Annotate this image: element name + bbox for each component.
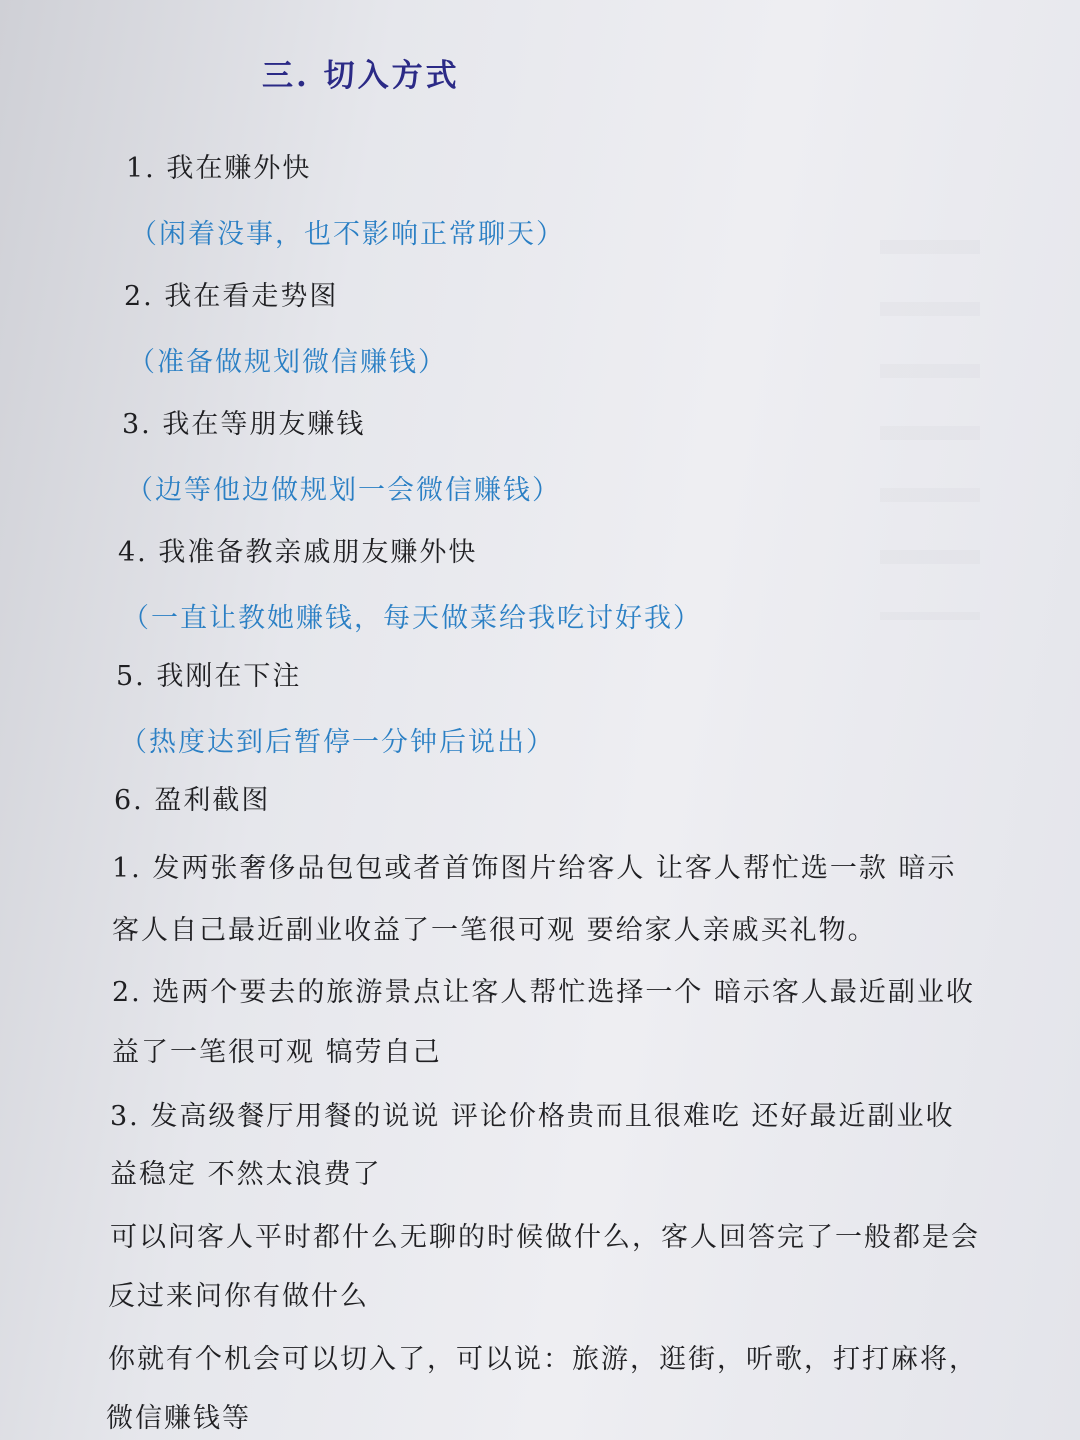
sub-item-2-line-1: 2. 选两个要去的旅游景点让客人帮忙选择一个 暗示客人最近副业收 <box>112 977 975 1008</box>
item-1-note: （闲着没事，也不影响正常聊天） <box>130 219 565 250</box>
item-3-label: 3. 我在等朋友赚钱 <box>122 409 366 440</box>
item-4-label: 4. 我准备教亲戚朋友赚外快 <box>118 537 478 568</box>
item-5-note: （热度达到后暂停一分钟后说出） <box>120 727 555 758</box>
closing-line-2: 反过来问你有做什么 <box>108 1281 369 1312</box>
sub-item-3-line-1: 3. 发高级餐厅用餐的说说 评论价格贵而且很难吃 还好最近副业收 <box>110 1101 955 1132</box>
bleed-through-shadow <box>880 240 980 620</box>
item-2-label: 2. 我在看走势图 <box>124 281 339 312</box>
closing-line-4: 微信赚钱等 <box>106 1403 251 1434</box>
section-6-heading: 6. 盈利截图 <box>114 785 271 816</box>
sub-item-1-line-1: 1. 发两张奢侈品包包或者首饰图片给客人 让客人帮忙选一款 暗示 <box>112 853 957 884</box>
closing-line-1: 可以问客人平时都什么无聊的时候做什么，客人回答完了一般都是会 <box>110 1222 980 1253</box>
closing-line-3: 你就有个机会可以切入了，可以说：旅游，逛街，听歌，打打麻将， <box>108 1344 978 1375</box>
item-2-note: （准备做规划微信赚钱） <box>128 347 447 378</box>
sub-item-3-line-2: 益稳定 不然太浪费了 <box>110 1159 382 1190</box>
item-4-note: （一直让教她赚钱，每天做菜给我吃讨好我） <box>122 603 702 634</box>
item-3-note: （边等他边做规划一会微信赚钱） <box>126 475 561 506</box>
sub-item-1-line-2: 客人自己最近副业收益了一笔很可观 要给家人亲戚买礼物。 <box>112 915 877 946</box>
section-title: 三. 切入方式 <box>262 58 460 94</box>
item-1-label: 1. 我在赚外快 <box>126 153 312 184</box>
item-5-label: 5. 我刚在下注 <box>116 661 302 692</box>
sub-item-2-line-2: 益了一笔很可观 犒劳自己 <box>112 1037 442 1068</box>
